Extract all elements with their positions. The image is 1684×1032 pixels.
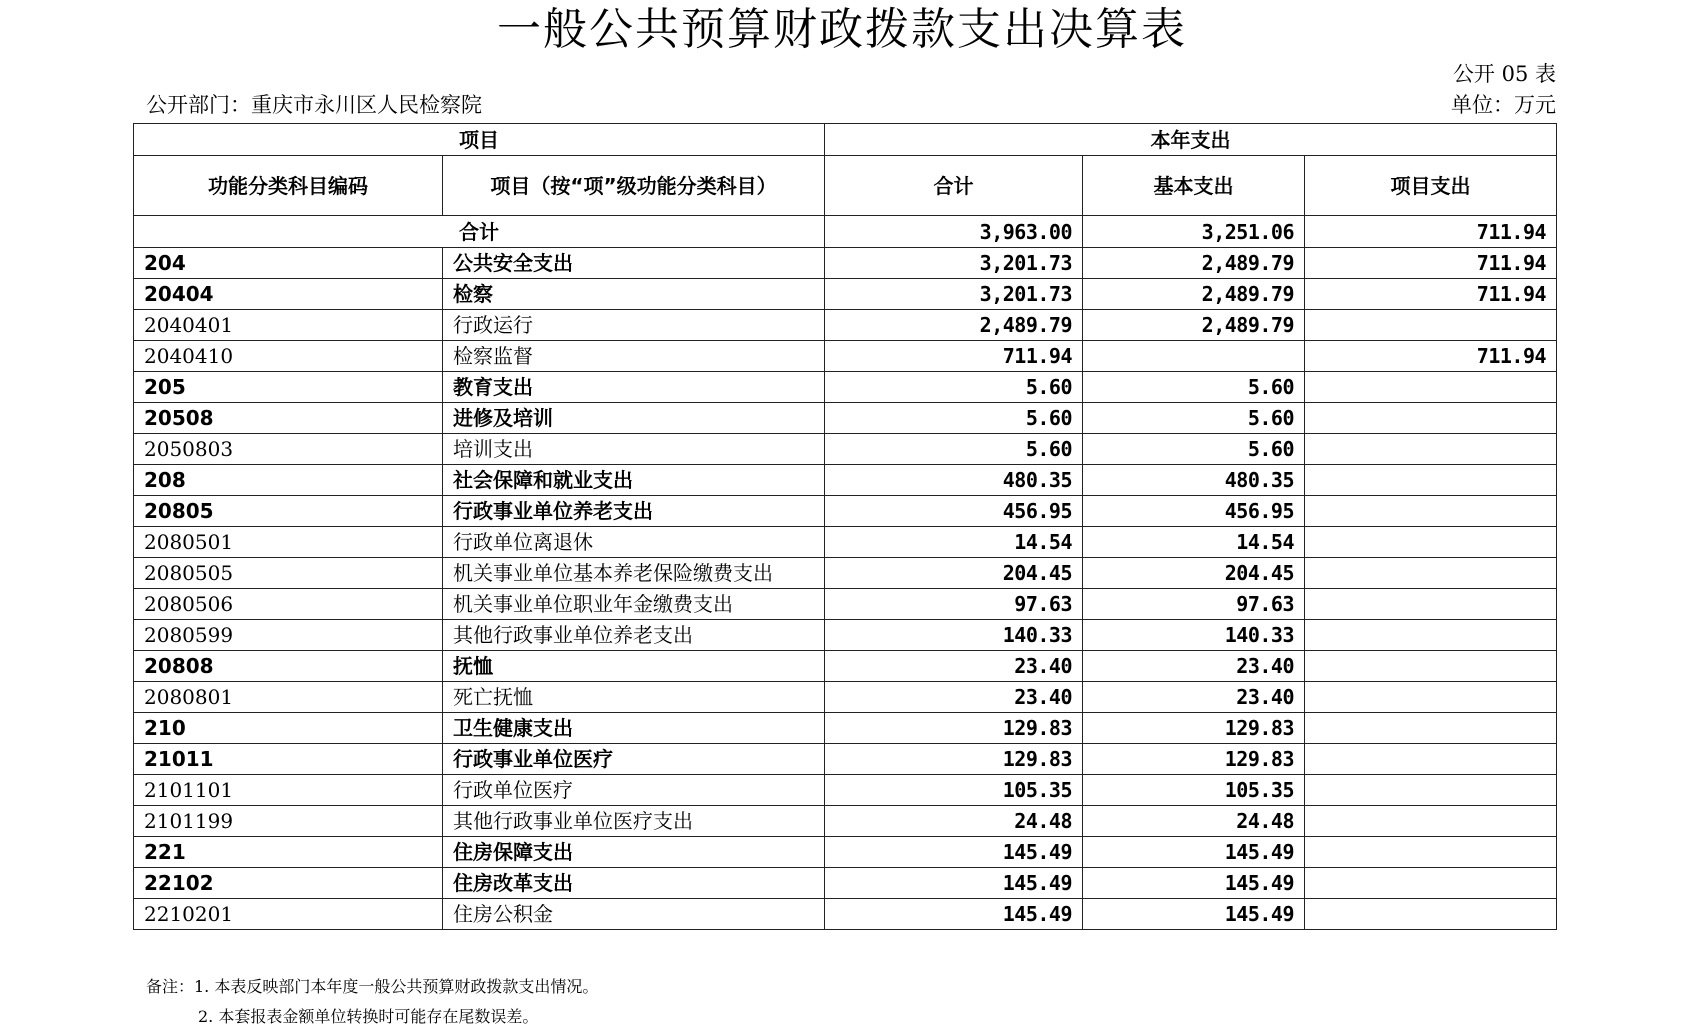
row-code: 208 xyxy=(134,465,443,496)
row-code: 2040410 xyxy=(134,341,443,372)
department-label: 公开部门：重庆市永川区人民检察院 xyxy=(146,93,482,117)
row-total: 5.60 xyxy=(825,403,1083,434)
row-total: 24.48 xyxy=(825,806,1083,837)
total-row xyxy=(134,216,1557,248)
header-project: 项目支出 xyxy=(1305,156,1557,216)
expenditure-table xyxy=(133,123,1557,930)
row-total: 129.83 xyxy=(825,744,1083,775)
row-project xyxy=(1305,775,1557,806)
row-code: 2210201 xyxy=(134,899,443,930)
header-code: 功能分类科目编码 xyxy=(134,156,443,216)
form-number: 公开 05 表 xyxy=(1452,62,1556,86)
total-label: 合计 xyxy=(134,216,825,248)
row-total: 145.49 xyxy=(825,868,1083,899)
row-name: 社会保障和就业支出 xyxy=(443,465,825,496)
row-basic: 456.95 xyxy=(1083,496,1305,527)
row-project xyxy=(1305,310,1557,341)
row-total: 5.60 xyxy=(825,372,1083,403)
page-title: 一般公共预算财政拨款支出决算表 xyxy=(497,4,1187,55)
header-row-columns xyxy=(134,156,1557,216)
row-basic: 2,489.79 xyxy=(1083,248,1305,279)
total-cell-total: 3,963.00 xyxy=(825,216,1083,248)
row-total: 3,201.73 xyxy=(825,279,1083,310)
header-item-group: 项目 xyxy=(134,124,825,156)
row-project xyxy=(1305,837,1557,868)
row-code: 20508 xyxy=(134,403,443,434)
row-project xyxy=(1305,713,1557,744)
row-project: 711.94 xyxy=(1305,341,1557,372)
row-name: 培训支出 xyxy=(443,434,825,465)
row-name: 行政单位离退休 xyxy=(443,527,825,558)
row-total: 711.94 xyxy=(825,341,1083,372)
row-project xyxy=(1305,744,1557,775)
row-project xyxy=(1305,496,1557,527)
table-row xyxy=(134,620,1557,651)
table-row xyxy=(134,372,1557,403)
row-name: 教育支出 xyxy=(443,372,825,403)
row-total: 145.49 xyxy=(825,837,1083,868)
row-project: 711.94 xyxy=(1305,279,1557,310)
table-row xyxy=(134,527,1557,558)
row-basic: 24.48 xyxy=(1083,806,1305,837)
row-name: 行政事业单位医疗 xyxy=(443,744,825,775)
row-code: 2080505 xyxy=(134,558,443,589)
row-code: 2101199 xyxy=(134,806,443,837)
row-code: 204 xyxy=(134,248,443,279)
table-row xyxy=(134,465,1557,496)
footnote-2: 2. 本套报表金额单位转换时可能存在尾数误差。 xyxy=(198,1007,539,1026)
row-code: 2101101 xyxy=(134,775,443,806)
row-name: 检察 xyxy=(443,279,825,310)
table-row xyxy=(134,713,1557,744)
row-basic: 2,489.79 xyxy=(1083,279,1305,310)
row-name: 公共安全支出 xyxy=(443,248,825,279)
row-total: 204.45 xyxy=(825,558,1083,589)
table-row xyxy=(134,403,1557,434)
row-project xyxy=(1305,868,1557,899)
table-row xyxy=(134,279,1557,310)
row-name: 机关事业单位基本养老保险缴费支出 xyxy=(443,558,825,589)
footnotes xyxy=(146,972,598,1032)
table-row xyxy=(134,868,1557,899)
header-row-group xyxy=(134,124,1557,156)
table-row xyxy=(134,899,1557,930)
row-total: 140.33 xyxy=(825,620,1083,651)
row-total: 97.63 xyxy=(825,589,1083,620)
row-basic: 129.83 xyxy=(1083,744,1305,775)
row-name: 卫生健康支出 xyxy=(443,713,825,744)
row-project xyxy=(1305,682,1557,713)
header-name: 项目（按“项”级功能分类科目） xyxy=(443,156,825,216)
row-total: 129.83 xyxy=(825,713,1083,744)
row-code: 22102 xyxy=(134,868,443,899)
table-row xyxy=(134,341,1557,372)
row-name: 住房保障支出 xyxy=(443,837,825,868)
row-total: 2,489.79 xyxy=(825,310,1083,341)
row-basic: 145.49 xyxy=(1083,837,1305,868)
table-row xyxy=(134,558,1557,589)
row-total: 5.60 xyxy=(825,434,1083,465)
total-cell-project: 711.94 xyxy=(1305,216,1557,248)
row-code: 21011 xyxy=(134,744,443,775)
row-basic: 14.54 xyxy=(1083,527,1305,558)
row-total: 145.49 xyxy=(825,899,1083,930)
table-row xyxy=(134,589,1557,620)
row-code: 2080599 xyxy=(134,620,443,651)
row-code: 221 xyxy=(134,837,443,868)
table-row xyxy=(134,744,1557,775)
row-name: 其他行政事业单位养老支出 xyxy=(443,620,825,651)
row-project xyxy=(1305,465,1557,496)
table-row xyxy=(134,837,1557,868)
row-name: 抚恤 xyxy=(443,651,825,682)
row-code: 2040401 xyxy=(134,310,443,341)
row-total: 14.54 xyxy=(825,527,1083,558)
row-code: 205 xyxy=(134,372,443,403)
table-row xyxy=(134,310,1557,341)
row-project: 711.94 xyxy=(1305,248,1557,279)
header-basic: 基本支出 xyxy=(1083,156,1305,216)
row-basic: 5.60 xyxy=(1083,434,1305,465)
row-code: 210 xyxy=(134,713,443,744)
row-basic: 2,489.79 xyxy=(1083,310,1305,341)
header-total: 合计 xyxy=(825,156,1083,216)
row-total: 23.40 xyxy=(825,682,1083,713)
row-project xyxy=(1305,372,1557,403)
row-project xyxy=(1305,589,1557,620)
row-project xyxy=(1305,899,1557,930)
row-basic: 480.35 xyxy=(1083,465,1305,496)
row-basic: 97.63 xyxy=(1083,589,1305,620)
row-code: 2080506 xyxy=(134,589,443,620)
row-name: 行政运行 xyxy=(443,310,825,341)
table-row xyxy=(134,651,1557,682)
row-code: 2050803 xyxy=(134,434,443,465)
row-total: 480.35 xyxy=(825,465,1083,496)
row-total: 456.95 xyxy=(825,496,1083,527)
row-project xyxy=(1305,806,1557,837)
row-project xyxy=(1305,558,1557,589)
row-name: 住房公积金 xyxy=(443,899,825,930)
row-basic: 204.45 xyxy=(1083,558,1305,589)
row-name: 行政单位医疗 xyxy=(443,775,825,806)
row-basic: 140.33 xyxy=(1083,620,1305,651)
row-total: 3,201.73 xyxy=(825,248,1083,279)
row-code: 20404 xyxy=(134,279,443,310)
row-project xyxy=(1305,651,1557,682)
header-year-group: 本年支出 xyxy=(825,124,1557,156)
row-name: 机关事业单位职业年金缴费支出 xyxy=(443,589,825,620)
row-code: 2080501 xyxy=(134,527,443,558)
row-name: 行政事业单位养老支出 xyxy=(443,496,825,527)
row-project xyxy=(1305,403,1557,434)
row-total: 23.40 xyxy=(825,651,1083,682)
row-total: 105.35 xyxy=(825,775,1083,806)
row-basic: 23.40 xyxy=(1083,682,1305,713)
row-code: 20805 xyxy=(134,496,443,527)
row-basic: 5.60 xyxy=(1083,372,1305,403)
table-row xyxy=(134,775,1557,806)
table-row xyxy=(134,682,1557,713)
row-name: 死亡抚恤 xyxy=(443,682,825,713)
table-row xyxy=(134,806,1557,837)
row-basic: 145.49 xyxy=(1083,868,1305,899)
table-row xyxy=(134,496,1557,527)
row-basic: 23.40 xyxy=(1083,651,1305,682)
row-code: 2080801 xyxy=(134,682,443,713)
row-basic: 145.49 xyxy=(1083,899,1305,930)
row-basic: 5.60 xyxy=(1083,403,1305,434)
row-basic: 129.83 xyxy=(1083,713,1305,744)
row-project xyxy=(1305,434,1557,465)
total-cell-basic: 3,251.06 xyxy=(1083,216,1305,248)
unit-label: 单位：万元 xyxy=(1451,93,1556,117)
row-basic xyxy=(1083,341,1305,372)
row-name: 住房改革支出 xyxy=(443,868,825,899)
footnote-1: 备注：1. 本表反映部门本年度一般公共预算财政拨款支出情况。 xyxy=(146,977,599,996)
row-name: 检察监督 xyxy=(443,341,825,372)
row-name: 进修及培训 xyxy=(443,403,825,434)
row-project xyxy=(1305,527,1557,558)
table-row xyxy=(134,434,1557,465)
table-row xyxy=(134,248,1557,279)
row-basic: 105.35 xyxy=(1083,775,1305,806)
row-code: 20808 xyxy=(134,651,443,682)
row-name: 其他行政事业单位医疗支出 xyxy=(443,806,825,837)
row-project xyxy=(1305,620,1557,651)
